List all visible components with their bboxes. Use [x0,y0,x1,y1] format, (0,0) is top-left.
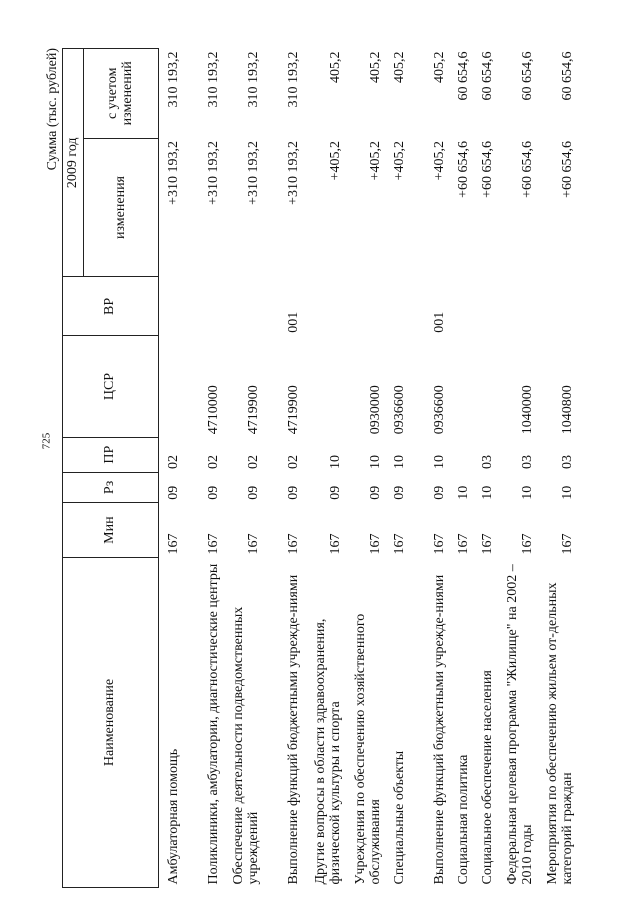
row-rz: 09 [432,485,448,500]
table-row [159,49,184,888]
row-total: 310 193,2 [166,51,182,108]
row-change: +405,2 [392,141,408,181]
row-csr [159,336,184,438]
row-rz: 09 [166,485,182,500]
row-pr: 10 [392,455,408,470]
row-change: +60 654,6 [520,141,536,198]
row-pr: 10 [432,455,448,470]
row-change: +405,2 [368,141,384,181]
row-csr: 0936600 [432,385,448,435]
row-rz: 10 [480,485,496,500]
table-row [537,49,577,888]
row-total: 310 193,2 [246,51,262,108]
header-rz: Рз [63,472,159,503]
row-min: 167 [456,533,472,555]
page-number: 725 [40,432,53,450]
row-name: Выполнение функций бюджетными учрежде-ниями [286,574,302,885]
row-vr [537,277,577,336]
row-change: +310 193,2 [286,141,302,205]
row-total: 405,2 [392,51,408,83]
row-rz: 09 [286,485,302,500]
row-pr: 03 [560,455,576,470]
row-min: 167 [392,533,408,555]
row-vr [385,277,409,336]
table-row [473,49,497,888]
row-pr: 02 [206,455,222,470]
row-vr: 001 [286,311,302,333]
row-csr: 4719900 [286,385,302,435]
rotated-page-content [43,48,640,888]
row-total: 60 654,6 [480,51,496,101]
row-name: Обеспечение деятельности подведомственных учреждений [230,606,262,885]
table-row [497,49,537,888]
table-row [449,49,473,888]
row-name: Федеральная целевая программа "Жилище" на 2002 – 2010 годы [504,564,536,885]
row-min: 167 [368,533,384,555]
row-pr: 03 [520,455,536,470]
row-name: Поликлиники, амбулатории, диагностические центры [206,563,222,885]
row-vr: 001 [432,311,448,333]
row-csr: 0936600 [392,385,408,435]
table-row [183,49,223,888]
row-total: 60 654,6 [520,51,536,101]
row-csr: 0930000 [368,385,384,435]
row-rz: 09 [328,485,344,500]
row-csr [473,336,497,438]
row-pr: 02 [286,455,302,470]
row-pr: 02 [246,455,262,470]
row-vr [159,277,184,336]
row-change: +310 193,2 [246,141,262,205]
row-csr: 4710000 [206,385,222,435]
header-name: Наименование [63,558,159,888]
row-min: 167 [328,533,344,555]
row-min: 167 [480,533,496,555]
row-name: Социальная политика [456,754,472,885]
row-change: +60 654,6 [560,141,576,198]
row-csr [303,336,345,438]
row-min: 167 [246,533,262,555]
table-row [303,49,345,888]
row-min: 167 [520,533,536,555]
table-row [385,49,409,888]
table-row [263,49,303,888]
row-pr [449,437,473,472]
row-min: 167 [286,533,302,555]
header-with-changes: с учетом изменений [84,49,159,139]
header-year: 2009 год [63,49,84,277]
row-rz: 09 [392,485,408,500]
row-csr [449,336,473,438]
row-name: Амбулаторная помощь [166,748,182,885]
row-pr: 10 [368,455,384,470]
header-min: Мин [63,503,159,558]
row-vr [223,277,263,336]
row-vr [497,277,537,336]
row-vr [303,277,345,336]
header-vr: ВР [63,277,159,336]
row-change: +310 193,2 [206,141,222,205]
header-csr: ЦСР [63,336,159,438]
row-change: +405,2 [432,141,448,181]
row-rz: 10 [560,485,576,500]
table-caption: Сумма (тыс. рублей) [45,48,60,171]
row-min: 167 [166,533,182,555]
row-min: 167 [560,533,576,555]
table-row [409,49,449,888]
row-name: Другие вопросы в области здравоохранения, физической культуры и спорта [312,618,344,885]
row-total: 405,2 [328,51,344,83]
row-name: Учреждения по обеспечению хозяйственного обслуживания [352,613,384,885]
row-change: +60 654,6 [480,141,496,198]
row-vr [473,277,497,336]
row-name: Специальные объекты [392,750,408,885]
header-changes: изменения [84,138,159,277]
budget-table [62,48,577,888]
row-rz: 10 [456,485,472,500]
row-vr [345,277,385,336]
row-change: +60 654,6 [456,141,472,198]
row-rz: 09 [368,485,384,500]
row-total: 310 193,2 [206,51,222,108]
row-pr: 10 [328,455,344,470]
row-rz: 09 [246,485,262,500]
row-csr: 1040000 [520,385,536,435]
row-pr: 03 [480,455,496,470]
row-min: 167 [432,533,448,555]
row-total: 405,2 [432,51,448,83]
row-name: Социальное обеспечение населения [480,670,496,885]
row-name: Выполнение функций бюджетными учрежде-ниями [432,574,448,885]
row-total: 405,2 [368,51,384,83]
row-csr: 4719900 [246,385,262,435]
row-change: +310 193,2 [166,141,182,205]
row-vr [449,277,473,336]
header-pr: ПР [63,437,159,472]
row-csr: 1040800 [560,385,576,435]
row-total: 310 193,2 [286,51,302,108]
row-change: +405,2 [328,141,344,181]
row-min: 167 [206,533,222,555]
row-total: 60 654,6 [456,51,472,101]
table-row [345,49,385,888]
row-pr: 02 [166,455,182,470]
row-total: 60 654,6 [560,51,576,101]
row-rz: 09 [206,485,222,500]
row-rz: 10 [520,485,536,500]
row-vr [183,277,223,336]
row-name: Мероприятия по обеспечению жильем от-дельных категорий граждан [544,582,576,885]
table-row [223,49,263,888]
